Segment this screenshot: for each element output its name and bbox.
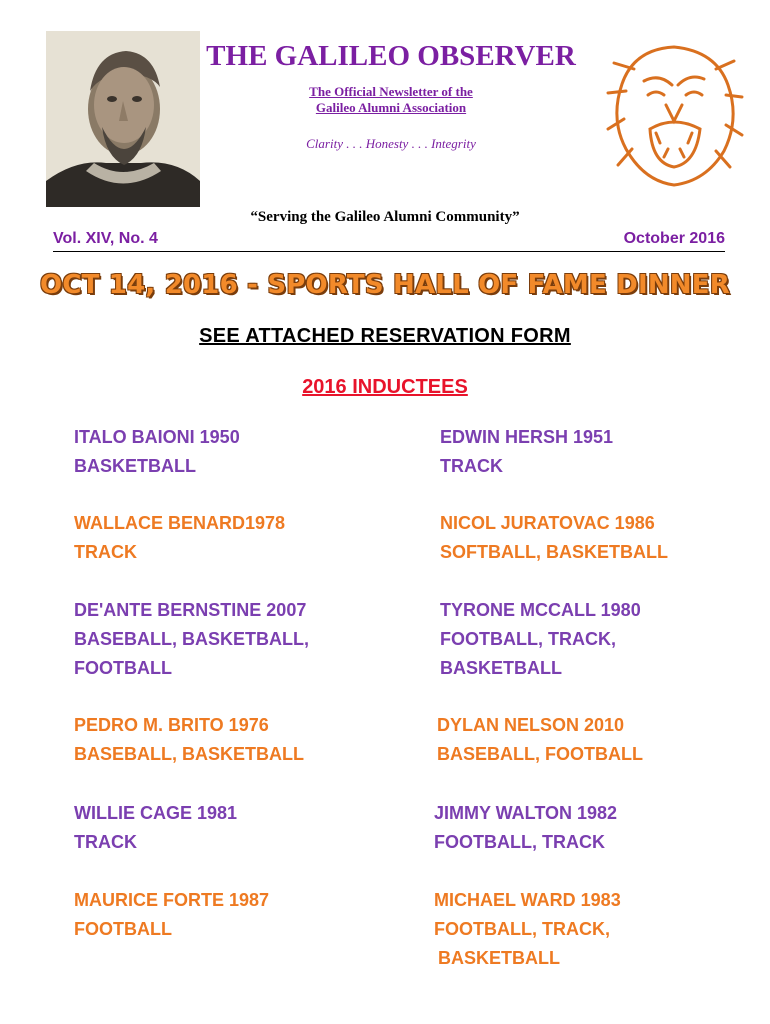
inductee-entry: [434, 799, 617, 857]
inductee-sports: BASEBALL, BASKETBALL: [74, 744, 304, 764]
inductee-name: MICHAEL WARD 1983: [434, 890, 621, 910]
inductee-entry: [440, 509, 668, 567]
inductee-name: DYLAN NELSON 2010: [437, 715, 625, 735]
serving-tagline: “Serving the Galileo Alumni Community”: [250, 209, 520, 225]
inductee-entry: [74, 711, 304, 769]
inductee-sports: BASKETBALL: [440, 658, 562, 678]
masthead: [200, 40, 582, 152]
inductee-name: WILLIE CAGE 1981: [74, 803, 238, 823]
inductee-sports: BASEBALL, FOOTBALL: [437, 744, 643, 764]
galileo-portrait-image: [46, 31, 200, 207]
subtitle-line-2: Galileo Alumni Association: [315, 100, 467, 115]
inductees-heading: 2016 INDUCTEES: [302, 376, 468, 398]
inductee-entry: [74, 509, 285, 567]
inductee-name: MAURICE FORTE 1987: [74, 890, 270, 910]
inductee-name: ITALO BAIONI 1950: [74, 427, 240, 447]
inductee-name: PEDRO M. BRITO 1976: [74, 715, 269, 735]
reservation-notice: SEE ATTACHED RESERVATION FORM: [199, 325, 571, 347]
inductee-sports: BASKETBALL: [74, 456, 196, 476]
inductee-sports: FOOTBALL, TRACK: [434, 832, 605, 852]
inductee-name: DE'ANTE BERNSTINE 2007: [74, 600, 307, 620]
inductee-name: JIMMY WALTON 1982: [434, 803, 618, 823]
inductee-entry: [74, 596, 309, 683]
event-headline: OCT 14, 2016 - SPORTS HALL OF FAME DINNER: [40, 270, 730, 300]
inductee-sports: FOOTBALL: [74, 919, 172, 939]
inductee-name: TYRONE MCCALL 1980: [440, 600, 641, 620]
inductee-sports: TRACK: [440, 456, 503, 476]
inductee-sports: FOOTBALL, TRACK,: [434, 919, 610, 939]
inductee-entry: [434, 886, 621, 973]
inductee-sports: FOOTBALL, TRACK,: [440, 629, 616, 649]
inductee-name: NICOL JURATOVAC 1986: [440, 513, 655, 533]
lion-mascot-logo: [604, 39, 744, 189]
inductee-sports: TRACK: [74, 542, 137, 562]
inductee-sports: SOFTBALL, BASKETBALL: [440, 542, 668, 562]
inductee-name: WALLACE BENARD1978: [74, 513, 286, 533]
inductee-sports: BASKETBALL: [438, 948, 560, 968]
volume-number: Vol. XIV, No. 4: [53, 230, 158, 247]
inductee-sports: BASEBALL, BASKETBALL,: [74, 629, 309, 649]
inductee-entry: [74, 886, 269, 944]
newsletter-title: THE GALILEO OBSERVER: [206, 40, 576, 72]
issue-date: October 2016: [623, 230, 725, 247]
motto: Clarity . . . Honesty . . . Integrity: [306, 136, 476, 151]
inductee-sports: TRACK: [74, 832, 137, 852]
subtitle-line-1: The Official Newsletter of the: [309, 84, 473, 99]
inductee-entry: [74, 423, 240, 481]
volume-date-line: [53, 229, 725, 252]
inductee-name: EDWIN HERSH 1951: [440, 427, 614, 447]
inductee-sports: FOOTBALL: [74, 658, 172, 678]
inductee-entry: [74, 799, 237, 857]
inductee-entry: [437, 711, 643, 769]
inductee-entry: [440, 423, 613, 481]
inductee-entry: [440, 596, 641, 683]
newsletter-subtitle: [200, 84, 582, 116]
